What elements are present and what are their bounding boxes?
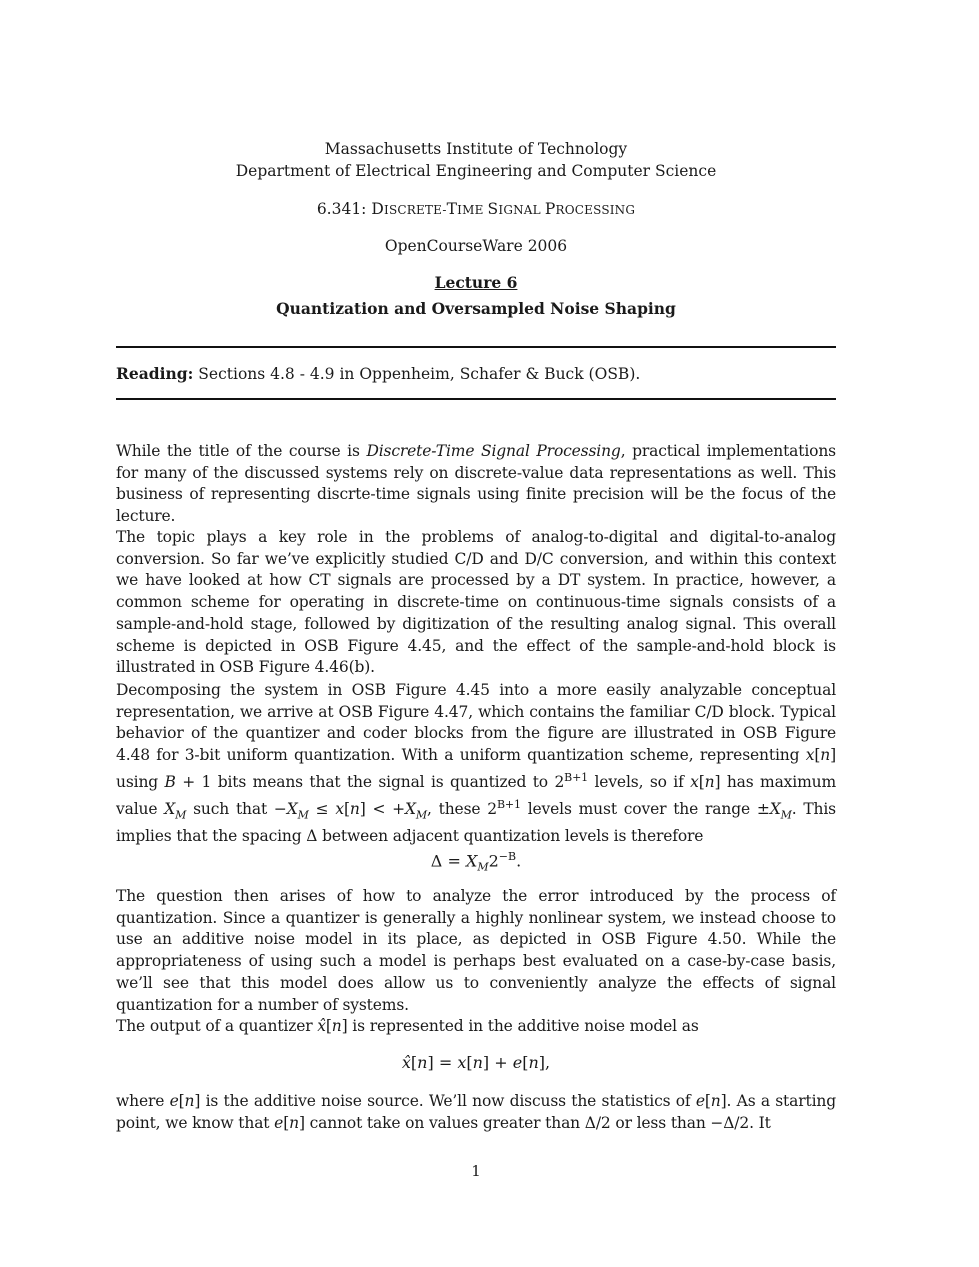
paragraph-3	[116, 680, 836, 847]
department-name: Department of Electrical Engineering and Computer Science	[235, 162, 717, 180]
paragraph-1	[116, 441, 836, 528]
top-rule	[116, 346, 836, 348]
lecture-title: Quantization and Oversampled Noise Shaping	[276, 299, 676, 318]
paragraph-1-pre: While the title of the course is	[116, 442, 367, 460]
page-number: 1	[471, 1162, 481, 1180]
equation-delta: $\Delta = X_M2^{-B}$.	[430, 850, 522, 874]
reading-line	[116, 363, 836, 385]
paragraph-1-post: , practical implementations for many of the discussed systems rely on discrete-value data representations as well. This business of representing discrte-time signals using finite precision will be the focus of the lecture.	[116, 442, 836, 526]
paragraph-4-text: The question then arises of how to analyze the error introduced by the process of quantization. Since a quantizer is generally a highly nonlinear system, we instead choose to use an additive noise model in its place, as depicted in OSB Figure 4.50. While the appropriateness of using such a model is perhaps best evaluated on a case-by-case basis, we’ll see that this model does allow us to conveniently analyze the effects of signal quantization for a number of systems.	[116, 887, 836, 1014]
course-name: DISCRETE-TIME SIGNAL PROCESSING	[371, 200, 636, 218]
paragraph-5-text: The output of a quantizer x̂[n] is represented in the additive noise model as	[116, 1017, 699, 1035]
paragraph-2	[116, 527, 836, 679]
paragraph-4	[116, 886, 836, 1016]
reading-text: Sections 4.8 - 4.9 in Oppenheim, Schafer & Buck (OSB).	[198, 365, 641, 383]
lecture-number: Lecture 6	[434, 273, 518, 292]
paragraph-6	[116, 1091, 836, 1134]
course-number: 6.341:	[316, 200, 367, 218]
paragraph-6-text: where e[n] is the additive noise source. We’ll now discuss the statistics of e[n]. As a starting point, we know that e[n] cannot take on values greater than Δ/2 or less than −Δ/2. It	[116, 1092, 836, 1132]
institute-name: Massachusetts Institute of Technology	[324, 140, 628, 158]
bottom-rule	[116, 398, 836, 400]
paragraph-3-text: Decomposing the system in OSB Figure 4.45 into a more easily analyzable conceptual representation, we arrive at OSB Figure 4.47, which contains the familiar C/D block. Typical behavior of the quantizer and coder blocks from the figure are illustrated in OSB Figure 4.48 for 3-bit uniform quantization. With a uniform quantization scheme, representing x[n] using B + 1 bits means that the signal is quantized to $2^{B+1}$ levels, so if x[n] has maximum value $X_M$ such that $-X_M \le x[n] < +X_M$, these $2^{B+1}$ levels must cover the range $\pm X_M$. This implies that the spacing Δ between adjacent quantization levels is therefore	[116, 681, 837, 845]
course-title-italic: Discrete-Time Signal Processing	[366, 442, 621, 460]
reading-label: Reading:	[116, 364, 194, 383]
course-line	[116, 198, 836, 221]
ocw-line: OpenCourseWare 2006	[384, 237, 568, 255]
paragraph-2-text: The topic plays a key role in the problems of analog-to-digital and digital-to-analog conversion. So far we’ve explicitly studied C/D and D/C conversion, and within this context we have looked at how CT signals are processed by a DT system. In practice, however, a common scheme for operating in discrete-time on continuous-time signals consists of a sample-and-hold stage, followed by digitization of the resulting analog signal. This overall scheme is depicted in OSB Figure 4.45, and the effect of the sample-and-hold block is illustrated in OSB Figure 4.46(b).	[116, 528, 836, 677]
title-block	[116, 138, 836, 320]
equation-additive: x̂[n] = x[n] + e[n],	[401, 1053, 551, 1072]
paragraph-5	[116, 1016, 836, 1038]
